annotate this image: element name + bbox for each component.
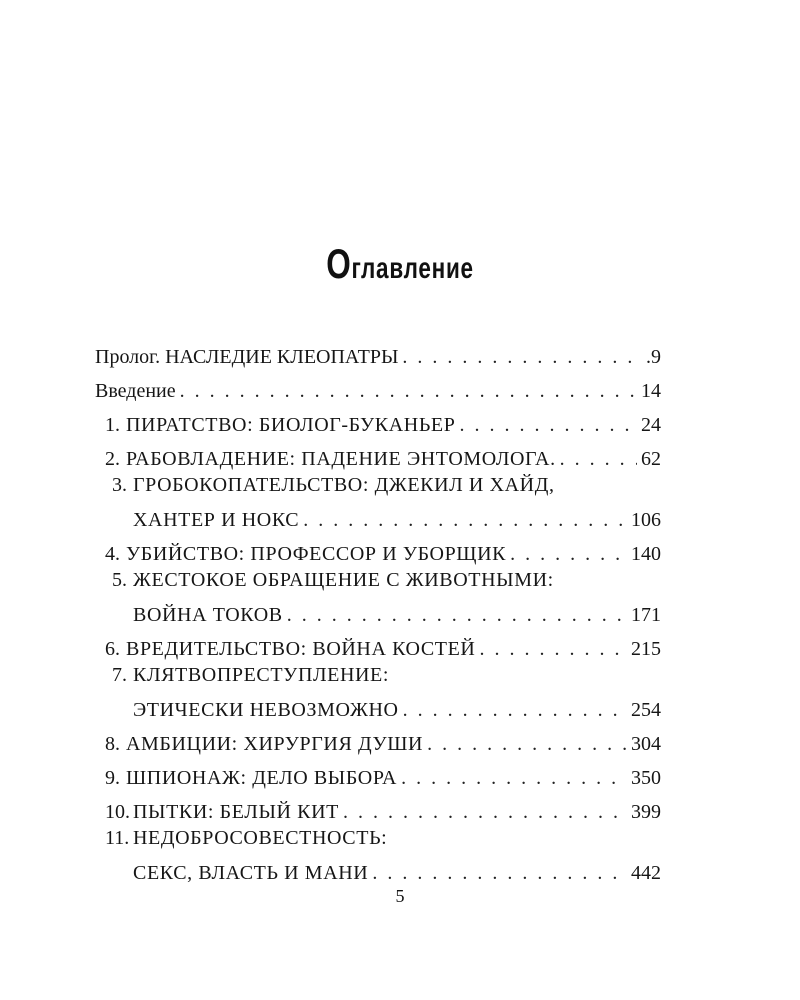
toc-page-number: 106 — [631, 509, 661, 531]
page-title-initial: О — [326, 240, 352, 287]
dot-leader — [403, 697, 627, 723]
page-number-footer: 5 — [395, 886, 405, 906]
chapter-number: 5. — [112, 569, 127, 591]
toc-entry-chapter — [95, 825, 661, 886]
toc-page-number: 62 — [641, 448, 661, 470]
toc-entry-introduction — [95, 370, 661, 404]
toc-entry-chapter — [95, 723, 661, 757]
toc-entry-label: УБИЙСТВО: ПРОФЕССОР И УБОРЩИК — [126, 543, 507, 565]
chapter-number: 1. — [105, 414, 120, 436]
toc-entry-chapter — [95, 791, 661, 825]
dot-leader — [343, 799, 627, 825]
toc-chapter-list — [95, 404, 661, 886]
toc-entry-chapter — [95, 533, 661, 567]
chapter-number: 2. — [105, 448, 120, 470]
toc-entry-label-continued: ЭТИЧЕСКИ НЕВОЗМОЖНО — [133, 699, 399, 721]
toc-entry-label: РАБОВЛАДЕНИЕ: ПАДЕНИЕ ЭНТОМОЛОГА. — [126, 448, 556, 470]
toc-page-number: 304 — [631, 733, 661, 755]
toc-entry-label: ПЫТКИ: БЕЛЫЙ КИТ — [133, 801, 339, 823]
toc-entry-label: НЕДОБРОСОВЕСТНОСТЬ: — [133, 827, 388, 849]
chapter-number: 8. — [105, 733, 120, 755]
toc-entry-chapter — [95, 662, 661, 723]
dot-leader — [560, 446, 637, 472]
toc-page-number: 14 — [641, 380, 661, 402]
dot-leader — [401, 765, 627, 791]
page-title-rest: главление — [351, 252, 474, 285]
toc-entry-label: ПИРАТСТВО: БИОЛОГ-БУКАНЬЕР — [126, 414, 456, 436]
toc-entry-label-continued: ХАНТЕР И НОКС — [133, 509, 300, 531]
toc-entry-label: ШПИОНАЖ: ДЕЛО ВЫБОРА — [126, 767, 398, 789]
toc-entry-label: ЖЕСТОКОЕ ОБРАЩЕНИЕ С ЖИВОТНЫМИ: — [133, 569, 554, 591]
toc-entry-label: Пролог. НАСЛЕДИЕ КЛЕОПАТРЫ — [95, 346, 399, 368]
chapter-number: 9. — [105, 767, 120, 789]
toc-entry-label: КЛЯТВОПРЕСТУПЛЕНИЕ: — [133, 664, 390, 686]
toc-entry-chapter — [95, 472, 661, 533]
chapter-number: 10. — [105, 801, 130, 823]
toc-page-number: 442 — [631, 862, 661, 884]
dot-leader — [427, 731, 627, 757]
chapter-number: 3. — [112, 474, 127, 496]
dot-leader — [180, 378, 637, 404]
chapter-number: 6. — [105, 638, 120, 660]
dot-leader — [459, 412, 637, 438]
toc-entry-chapter — [95, 404, 661, 438]
toc-entry-label: ВРЕДИТЕЛЬСТВО: ВОЙНА КОСТЕЙ — [126, 638, 476, 660]
toc-page-number: 24 — [641, 414, 661, 436]
dot-leader — [287, 602, 627, 628]
toc-page-number: .9 — [646, 346, 661, 368]
dot-leader — [402, 344, 642, 370]
toc-page-number: 350 — [631, 767, 661, 789]
toc-entry-chapter — [95, 438, 661, 472]
dot-leader — [510, 541, 627, 567]
dot-leader — [479, 636, 627, 662]
toc-page-number: 254 — [631, 699, 661, 721]
toc-entry-label: ГРОБОКОПАТЕЛЬСТВО: ДЖЕКИЛ И ХАЙД, — [133, 474, 555, 496]
toc-page-number: 140 — [631, 543, 661, 565]
toc-entry-label-continued: ВОЙНА ТОКОВ — [133, 604, 283, 626]
chapter-number: 4. — [105, 543, 120, 565]
chapter-number: 11. — [105, 827, 130, 849]
toc-entry-chapter — [95, 567, 661, 628]
page-title — [100, 238, 700, 295]
toc-entry-label: Введение — [95, 380, 176, 402]
dot-leader — [303, 507, 627, 533]
dot-leader — [372, 860, 627, 886]
toc-entry-label: АМБИЦИИ: ХИРУРГИЯ ДУШИ — [126, 733, 424, 755]
table-of-contents — [95, 336, 661, 886]
toc-page-number: 399 — [631, 801, 661, 823]
toc-page-number: 215 — [631, 638, 661, 660]
toc-page-number: 171 — [631, 604, 661, 626]
toc-entry-chapter — [95, 628, 661, 662]
toc-entry-chapter — [95, 757, 661, 791]
toc-entry-label-continued: СЕКС, ВЛАСТЬ И МАНИ — [133, 862, 369, 884]
chapter-number: 7. — [112, 664, 127, 686]
toc-entry-prologue — [95, 336, 661, 370]
